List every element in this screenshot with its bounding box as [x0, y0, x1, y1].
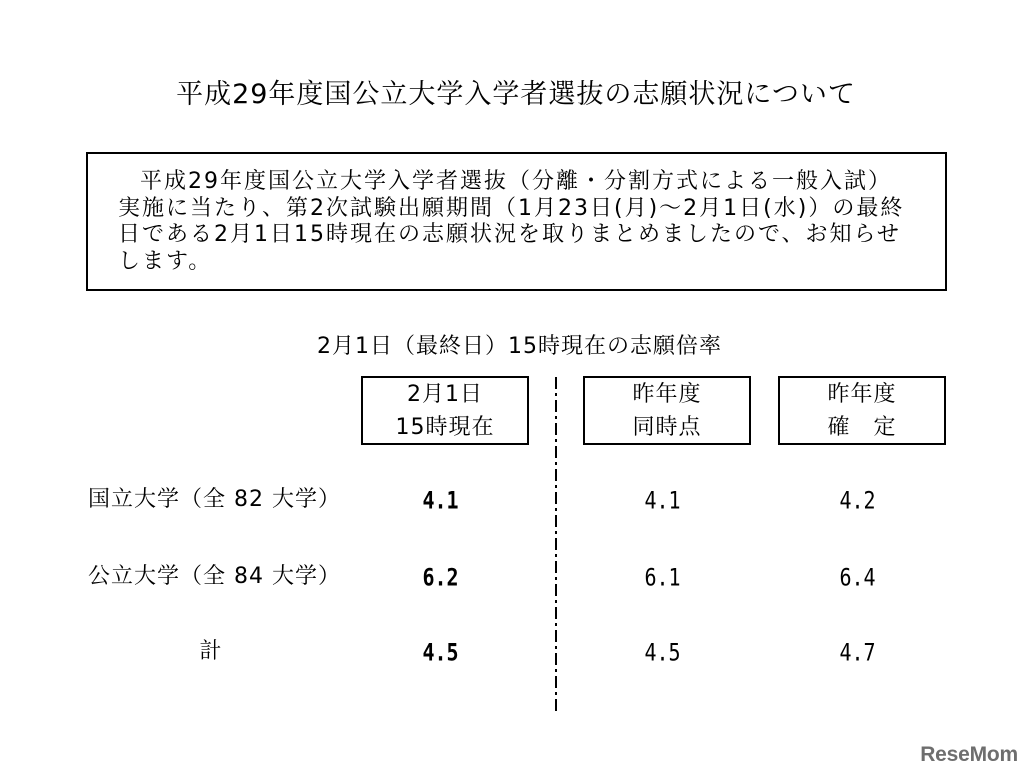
row-label: 公立大学（全 84 大学）: [88, 564, 341, 589]
value-last-year-final: [774, 485, 941, 515]
row-label: 計: [199, 639, 223, 664]
column-header-line: 確 定: [827, 414, 897, 440]
value-text: 6.4: [839, 562, 876, 592]
column-header-line: 15時現在: [395, 414, 495, 440]
value-text: 6.1: [644, 562, 681, 592]
value-last-year-same-time: [579, 637, 746, 667]
table-row: [0, 562, 1032, 592]
value-last-year-same-time: [579, 562, 746, 592]
column-header-line: 同時点: [632, 414, 702, 440]
column-header-last-year-final: [778, 376, 946, 445]
notice-line: 実施に当たり、第2次試験出願期間（1月23日(月)～2月1日(水)）の最終: [118, 195, 905, 221]
value-last-year-final: [774, 637, 941, 667]
table-caption: 2月1日（最終日）15時現在の志願倍率: [317, 334, 722, 359]
column-header-current: [361, 376, 529, 445]
value-text: 6.2: [422, 562, 459, 592]
value-current: [357, 637, 524, 667]
column-header-line: 2月1日: [407, 381, 483, 407]
notice-line: します。: [118, 248, 213, 274]
value-text: 4.5: [422, 637, 459, 667]
value-current: [357, 485, 524, 515]
value-text: 4.2: [839, 485, 876, 515]
page-title: 平成29年度国公立大学入学者選抜の志願状況について: [176, 79, 856, 110]
value-last-year-final: [774, 562, 941, 592]
value-text: 4.1: [422, 485, 459, 515]
row-label: 国立大学（全 82 大学）: [88, 487, 341, 512]
value-text: 4.1: [644, 485, 681, 515]
column-header-line: 昨年度: [827, 381, 897, 407]
table-row-total: [0, 637, 1032, 667]
value-current: [357, 562, 524, 592]
notice-line: 平成29年度国公立大学入学者選抜（分離・分割方式による一般入試）: [140, 169, 892, 194]
table-row: [0, 485, 1032, 515]
watermark-logo: ReseMom: [920, 743, 1018, 766]
column-header-last-year-same-time: [583, 376, 751, 445]
notice-box: [86, 152, 947, 291]
notice-line: 日である2月1日15時現在の志願状況を取りまとめましたので、お知らせ: [118, 222, 901, 247]
value-text: 4.7: [839, 637, 876, 667]
value-text: 4.5: [644, 637, 681, 667]
value-last-year-same-time: [579, 485, 746, 515]
column-header-line: 昨年度: [632, 381, 702, 407]
